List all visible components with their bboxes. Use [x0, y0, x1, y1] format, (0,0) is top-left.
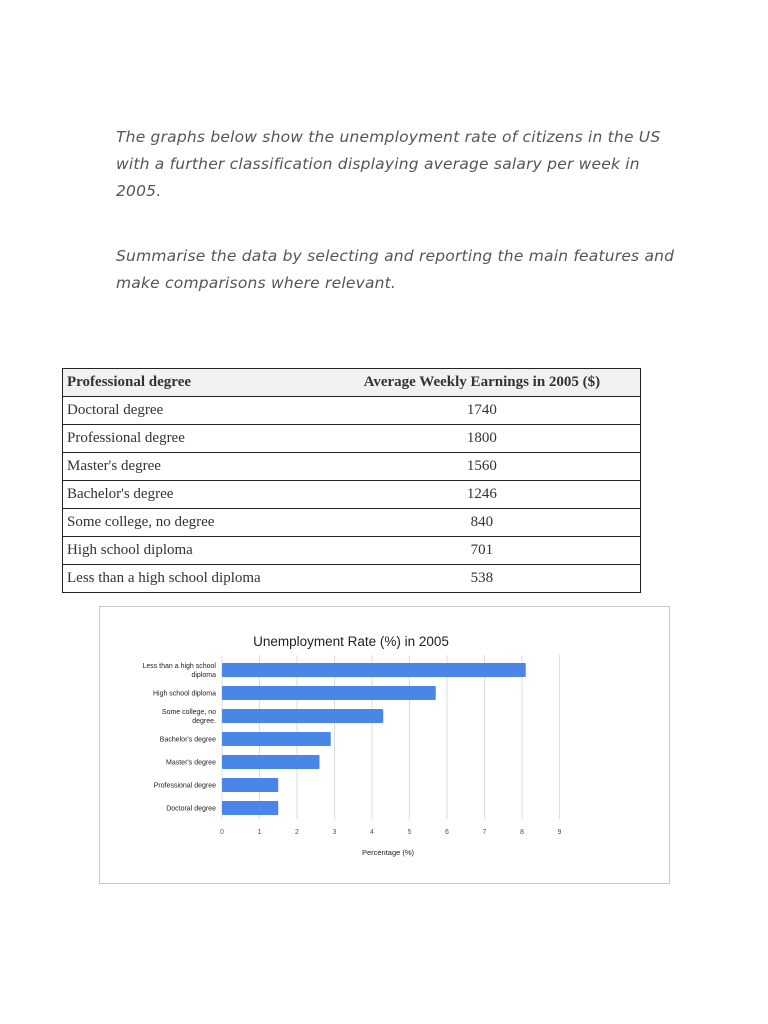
earnings-cell: 1560 [324, 453, 641, 481]
table-row [63, 397, 641, 425]
x-tick-label: 7 [482, 829, 487, 836]
column-header-degree: Professional degree [63, 369, 324, 397]
degree-cell: Some college, no degree [63, 509, 324, 537]
bar [222, 755, 320, 769]
x-tick-label: 4 [370, 829, 374, 836]
earnings-cell: 701 [324, 537, 641, 565]
x-tick-label: 0 [220, 829, 224, 836]
table-row [63, 481, 641, 509]
x-tick-label: 3 [332, 829, 337, 836]
earnings-cell: 1246 [324, 481, 641, 509]
task-prompt-paragraph-2: Summarise the data by selecting and reporting the main features and make comparisons where relevant. [116, 247, 675, 292]
bar [222, 801, 278, 815]
x-tick-label: 6 [445, 829, 449, 836]
x-tick-label: 9 [557, 829, 562, 836]
earnings-cell: 538 [324, 565, 641, 593]
table-row [63, 537, 641, 565]
degree-cell: Doctoral degree [63, 397, 324, 425]
task-prompt-paragraph-1: The graphs below show the unemployment rate of citizens in the US with a further classification displaying average salary per week in 2005. [116, 128, 661, 200]
y-category-label: Doctoral degree [166, 805, 216, 813]
degree-cell: Bachelor's degree [63, 481, 324, 509]
chart-title: Unemployment Rate (%) in 2005 [253, 634, 449, 649]
y-category-label: Bachelor's degree [159, 736, 216, 744]
y-category-label: Some college, no degree. [161, 709, 216, 725]
x-tick-label: 8 [520, 829, 524, 836]
degree-cell: Professional degree [63, 425, 324, 453]
earnings-cell: 1800 [324, 425, 641, 453]
table-row [63, 509, 641, 537]
bar [222, 732, 331, 746]
column-header-earnings: Average Weekly Earnings in 2005 ($) [324, 369, 641, 397]
earnings-table [62, 368, 641, 593]
earnings-cell: 1740 [324, 397, 641, 425]
chart-svg [100, 607, 669, 883]
table-row [63, 565, 641, 593]
x-tick-label: 5 [407, 829, 412, 836]
x-axis-label: Percentage (%) [361, 848, 415, 857]
degree-cell: Master's degree [63, 453, 324, 481]
earnings-cell: 840 [324, 509, 641, 537]
x-tick-label: 2 [295, 829, 299, 836]
table-header-row [63, 369, 641, 397]
bar [222, 778, 278, 792]
x-tick-label: 1 [257, 829, 262, 836]
degree-cell: Less than a high school diploma [63, 565, 324, 593]
bar [222, 709, 383, 723]
y-category-label: Master's degree [166, 759, 216, 767]
bar [222, 686, 436, 700]
y-category-label: High school diploma [152, 690, 216, 698]
y-category-label: Professional degree [153, 782, 216, 790]
y-category-label: Less than a high school diploma [142, 663, 216, 679]
table-row [63, 425, 641, 453]
degree-cell: High school diploma [63, 537, 324, 565]
unemployment-chart [99, 606, 670, 884]
bar [222, 663, 526, 677]
table-row [63, 453, 641, 481]
